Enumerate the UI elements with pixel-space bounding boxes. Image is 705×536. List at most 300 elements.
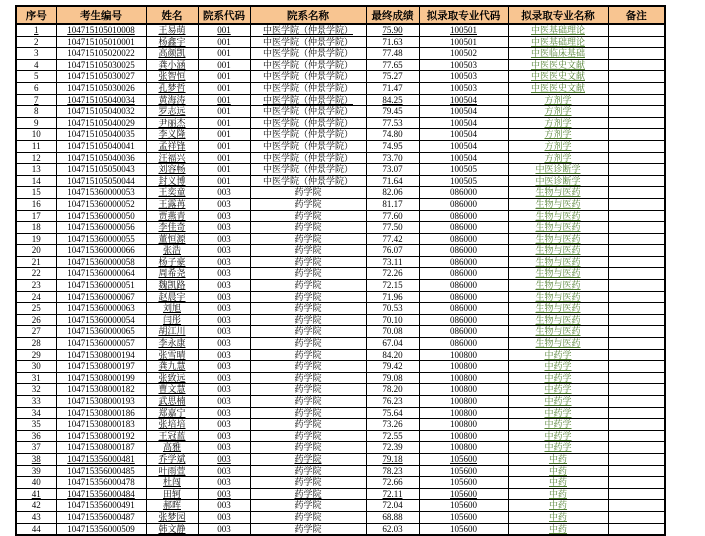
candidate-id-cell: 104715308000197 (56, 361, 146, 373)
name-cell: 杨鑫宇 (146, 36, 198, 48)
major-name-cell: 中医医史文献 (508, 71, 608, 83)
table-row (16, 117, 665, 129)
seq-cell: 37 (16, 442, 56, 454)
major-code-cell: 100505 (419, 175, 508, 187)
dept-name-cell: 中医学院（仲景学院） (250, 94, 366, 106)
final-score-cell: 72.26 (366, 268, 419, 280)
final-score-cell: 76.07 (366, 245, 419, 257)
header-dept-code: 院系代码 (198, 6, 250, 24)
name-cell: 魏凯路 (146, 280, 198, 292)
major-code-cell: 100503 (419, 59, 508, 71)
dept-code-cell: 003 (198, 245, 250, 257)
note-cell (608, 187, 665, 199)
dept-code-cell: 001 (198, 36, 250, 48)
candidate-id-cell: 104715308000193 (56, 396, 146, 408)
dept-code-cell: 003 (198, 280, 250, 292)
final-score-cell: 68.88 (366, 511, 419, 523)
major-code-cell: 100504 (419, 140, 508, 152)
seq-cell: 29 (16, 349, 56, 361)
table-row (16, 303, 665, 315)
header-major-name: 拟录取专业名称 (508, 6, 608, 24)
major-name-cell: 中药学 (508, 442, 608, 454)
final-score-cell: 77.53 (366, 117, 419, 129)
candidate-id-cell: 104715308000187 (56, 442, 146, 454)
note-cell (608, 280, 665, 292)
major-name-cell: 中药 (508, 511, 608, 523)
table-row (16, 442, 665, 454)
major-name-cell: 生物与医药 (508, 256, 608, 268)
dept-name-cell: 药学院 (250, 233, 366, 245)
note-cell (608, 442, 665, 454)
dept-name-cell: 药学院 (250, 396, 366, 408)
major-code-cell: 100800 (419, 407, 508, 419)
major-code-cell: 086000 (419, 280, 508, 292)
major-code-cell: 086000 (419, 198, 508, 210)
seq-cell: 2 (16, 36, 56, 48)
dept-name-cell: 药学院 (250, 500, 366, 512)
dept-code-cell: 001 (198, 152, 250, 164)
note-cell (608, 140, 665, 152)
final-score-cell: 79.08 (366, 372, 419, 384)
name-cell: 叶雨萱 (146, 465, 198, 477)
name-cell: 张培培 (146, 419, 198, 431)
name-cell: 张浩 (146, 245, 198, 257)
name-cell: 张致远 (146, 372, 198, 384)
name-cell: 张雪晴 (146, 349, 198, 361)
name-cell: 武思楠 (146, 396, 198, 408)
major-code-cell: 100800 (419, 372, 508, 384)
dept-code-cell: 003 (198, 396, 250, 408)
table-row (16, 396, 665, 408)
dept-name-cell: 药学院 (250, 477, 366, 489)
dept-name-cell: 中医学院（仲景学院） (250, 152, 366, 164)
name-cell: 龚九慧 (146, 361, 198, 373)
major-code-cell: 100504 (419, 106, 508, 118)
dept-code-cell: 003 (198, 338, 250, 350)
major-code-cell: 100505 (419, 164, 508, 176)
major-name-cell: 中医医史文献 (508, 82, 608, 94)
major-code-cell: 100800 (419, 361, 508, 373)
candidate-id-cell: 104715360000053 (56, 187, 146, 199)
dept-name-cell: 药学院 (250, 222, 366, 234)
note-cell (608, 94, 665, 106)
name-cell: 王奕童 (146, 187, 198, 199)
major-name-cell: 生物与医药 (508, 303, 608, 315)
note-cell (608, 36, 665, 48)
note-cell (608, 419, 665, 431)
major-code-cell: 086000 (419, 326, 508, 338)
dept-name-cell: 药学院 (250, 268, 366, 280)
major-name-cell: 生物与医药 (508, 338, 608, 350)
final-score-cell: 72.39 (366, 442, 419, 454)
candidate-id-cell: 104715356000487 (56, 511, 146, 523)
note-cell (608, 24, 665, 36)
final-score-cell: 75.27 (366, 71, 419, 83)
major-name-cell: 中药学 (508, 430, 608, 442)
table-row (16, 349, 665, 361)
dept-code-cell: 003 (198, 222, 250, 234)
note-cell (608, 338, 665, 350)
table-row (16, 245, 665, 257)
note-cell (608, 117, 665, 129)
major-name-cell: 中医基础理论 (508, 36, 608, 48)
note-cell (608, 488, 665, 500)
major-name-cell: 生物与医药 (508, 291, 608, 303)
final-score-cell: 70.10 (366, 314, 419, 326)
major-name-cell: 方剂学 (508, 117, 608, 129)
dept-name-cell: 中医学院（仲景学院） (250, 36, 366, 48)
seq-cell: 17 (16, 210, 56, 222)
table-header-row (16, 6, 665, 24)
seq-cell: 5 (16, 71, 56, 83)
candidate-id-cell: 104715360000057 (56, 338, 146, 350)
table-row (16, 280, 665, 292)
final-score-cell: 71.63 (366, 36, 419, 48)
dept-code-cell: 003 (198, 326, 250, 338)
dept-code-cell: 003 (198, 419, 250, 431)
dept-name-cell: 中医学院（仲景学院） (250, 48, 366, 60)
name-cell: 汪福兴 (146, 152, 198, 164)
dept-code-cell: 001 (198, 140, 250, 152)
dept-name-cell: 药学院 (250, 407, 366, 419)
major-code-cell: 086000 (419, 245, 508, 257)
name-cell: 封义博 (146, 175, 198, 187)
name-cell: 周希尧 (146, 268, 198, 280)
final-score-cell: 72.55 (366, 430, 419, 442)
candidate-id-cell: 104715105040034 (56, 94, 146, 106)
candidate-id-cell: 104715360000056 (56, 222, 146, 234)
candidate-id-cell: 104715308000192 (56, 430, 146, 442)
note-cell (608, 129, 665, 141)
seq-cell: 11 (16, 140, 56, 152)
name-cell: 王露苒 (146, 198, 198, 210)
note-cell (608, 175, 665, 187)
dept-name-cell: 中医学院（仲景学院） (250, 24, 366, 36)
admission-results-table (15, 5, 666, 536)
dept-code-cell: 003 (198, 303, 250, 315)
seq-cell: 15 (16, 187, 56, 199)
candidate-id-cell: 104715105040035 (56, 129, 146, 141)
seq-cell: 28 (16, 338, 56, 350)
candidate-id-cell: 104715308000186 (56, 407, 146, 419)
note-cell (608, 314, 665, 326)
dept-code-cell: 003 (198, 187, 250, 199)
final-score-cell: 77.60 (366, 210, 419, 222)
header-dept-name: 院系名称 (250, 6, 366, 24)
table-row (16, 82, 665, 94)
dept-name-cell: 药学院 (250, 198, 366, 210)
table-row (16, 430, 665, 442)
dept-code-cell: 003 (198, 430, 250, 442)
major-name-cell: 中医临床基础 (508, 48, 608, 60)
major-name-cell: 中医诊断学 (508, 164, 608, 176)
table-row (16, 129, 665, 141)
note-cell (608, 361, 665, 373)
final-score-cell: 75.64 (366, 407, 419, 419)
seq-cell: 6 (16, 82, 56, 94)
note-cell (608, 453, 665, 465)
final-score-cell: 73.26 (366, 419, 419, 431)
seq-cell: 27 (16, 326, 56, 338)
candidate-id-cell: 104715105030027 (56, 71, 146, 83)
dept-name-cell: 药学院 (250, 338, 366, 350)
candidate-id-cell: 104715360000067 (56, 291, 146, 303)
seq-cell: 40 (16, 477, 56, 489)
note-cell (608, 222, 665, 234)
major-name-cell: 中药学 (508, 419, 608, 431)
dept-code-cell: 001 (198, 48, 250, 60)
name-cell: 张梦园 (146, 511, 198, 523)
candidate-id-cell: 104715356000491 (56, 500, 146, 512)
dept-code-cell: 003 (198, 442, 250, 454)
final-score-cell: 71.96 (366, 291, 419, 303)
note-cell (608, 245, 665, 257)
table-row (16, 326, 665, 338)
table-row (16, 210, 665, 222)
dept-code-cell: 003 (198, 210, 250, 222)
final-score-cell: 73.07 (366, 164, 419, 176)
table-row (16, 511, 665, 523)
dept-name-cell: 药学院 (250, 511, 366, 523)
major-name-cell: 生物与医药 (508, 198, 608, 210)
dept-code-cell: 003 (198, 291, 250, 303)
seq-cell: 38 (16, 453, 56, 465)
name-cell: 郝晖 (146, 500, 198, 512)
final-score-cell: 72.15 (366, 280, 419, 292)
dept-code-cell: 003 (198, 233, 250, 245)
seq-cell: 14 (16, 175, 56, 187)
table-row (16, 372, 665, 384)
seq-cell: 43 (16, 511, 56, 523)
final-score-cell: 72.04 (366, 500, 419, 512)
name-cell: 郑嘉宁 (146, 407, 198, 419)
dept-name-cell: 中医学院（仲景学院） (250, 175, 366, 187)
candidate-id-cell: 104715308000183 (56, 419, 146, 431)
seq-cell: 21 (16, 256, 56, 268)
table-row (16, 314, 665, 326)
dept-code-cell: 001 (198, 82, 250, 94)
major-name-cell: 方剂学 (508, 106, 608, 118)
dept-name-cell: 药学院 (250, 453, 366, 465)
seq-cell: 12 (16, 152, 56, 164)
candidate-id-cell: 104715356000481 (56, 453, 146, 465)
major-code-cell: 105600 (419, 523, 508, 535)
name-cell: 王冠蓝 (146, 430, 198, 442)
major-name-cell: 生物与医药 (508, 187, 608, 199)
name-cell: 刘容畅 (146, 164, 198, 176)
major-code-cell: 100503 (419, 71, 508, 83)
name-cell: 田轲 (146, 488, 198, 500)
major-code-cell: 086000 (419, 291, 508, 303)
table-row (16, 24, 665, 36)
header-note: 备注 (608, 6, 665, 24)
name-cell: 刘旭 (146, 303, 198, 315)
major-name-cell: 生物与医药 (508, 314, 608, 326)
table-row (16, 465, 665, 477)
dept-code-cell: 003 (198, 511, 250, 523)
seq-cell: 41 (16, 488, 56, 500)
dept-name-cell: 药学院 (250, 280, 366, 292)
candidate-id-cell: 104715105050043 (56, 164, 146, 176)
header-candidate-id: 考生编号 (56, 6, 146, 24)
major-name-cell: 中药 (508, 465, 608, 477)
name-cell: 李佳奇 (146, 222, 198, 234)
note-cell (608, 384, 665, 396)
seq-cell: 3 (16, 48, 56, 60)
dept-code-cell: 001 (198, 164, 250, 176)
major-code-cell: 100800 (419, 396, 508, 408)
final-score-cell: 76.23 (366, 396, 419, 408)
note-cell (608, 233, 665, 245)
seq-cell: 9 (16, 117, 56, 129)
candidate-id-cell: 104715105040029 (56, 117, 146, 129)
name-cell: 张智恒 (146, 71, 198, 83)
major-code-cell: 086000 (419, 210, 508, 222)
seq-cell: 23 (16, 280, 56, 292)
final-score-cell: 74.80 (366, 129, 419, 141)
table-row (16, 71, 665, 83)
seq-cell: 34 (16, 407, 56, 419)
major-name-cell: 中医诊断学 (508, 175, 608, 187)
dept-code-cell: 003 (198, 349, 250, 361)
major-name-cell: 生物与医药 (508, 280, 608, 292)
name-cell: 尹丽杰 (146, 117, 198, 129)
results-table-body (16, 24, 665, 535)
major-name-cell: 生物与医药 (508, 210, 608, 222)
dept-name-cell: 药学院 (250, 442, 366, 454)
major-name-cell: 中药 (508, 488, 608, 500)
candidate-id-cell: 104715105050044 (56, 175, 146, 187)
major-name-cell: 方剂学 (508, 140, 608, 152)
dept-name-cell: 药学院 (250, 314, 366, 326)
seq-cell: 16 (16, 198, 56, 210)
dept-name-cell: 中医学院（仲景学院） (250, 117, 366, 129)
final-score-cell: 72.11 (366, 488, 419, 500)
note-cell (608, 372, 665, 384)
name-cell: 韩文静 (146, 523, 198, 535)
major-code-cell: 086000 (419, 256, 508, 268)
candidate-id-cell: 104715360000054 (56, 314, 146, 326)
seq-cell: 19 (16, 233, 56, 245)
table-row (16, 94, 665, 106)
note-cell (608, 465, 665, 477)
dept-code-cell: 003 (198, 314, 250, 326)
seq-cell: 7 (16, 94, 56, 106)
table-row (16, 338, 665, 350)
major-code-cell: 100503 (419, 82, 508, 94)
seq-cell: 18 (16, 222, 56, 234)
major-code-cell: 100800 (419, 442, 508, 454)
name-cell: 杜闯 (146, 477, 198, 489)
dept-name-cell: 药学院 (250, 291, 366, 303)
dept-name-cell: 药学院 (250, 384, 366, 396)
dept-name-cell: 药学院 (250, 419, 366, 431)
major-code-cell: 100504 (419, 129, 508, 141)
final-score-cell: 74.95 (366, 140, 419, 152)
note-cell (608, 396, 665, 408)
final-score-cell: 79.42 (366, 361, 419, 373)
major-name-cell: 中药学 (508, 372, 608, 384)
major-name-cell: 中药 (508, 523, 608, 535)
note-cell (608, 430, 665, 442)
major-code-cell: 100501 (419, 24, 508, 36)
dept-code-cell: 003 (198, 384, 250, 396)
major-code-cell: 086000 (419, 303, 508, 315)
dept-code-cell: 003 (198, 465, 250, 477)
seq-cell: 33 (16, 396, 56, 408)
dept-name-cell: 药学院 (250, 245, 366, 257)
candidate-id-cell: 104715360000055 (56, 233, 146, 245)
table-row (16, 106, 665, 118)
note-cell (608, 210, 665, 222)
major-name-cell: 生物与医药 (508, 268, 608, 280)
note-cell (608, 198, 665, 210)
note-cell (608, 71, 665, 83)
table-row (16, 175, 665, 187)
major-code-cell: 100800 (419, 349, 508, 361)
note-cell (608, 291, 665, 303)
dept-name-cell: 中医学院（仲景学院） (250, 140, 366, 152)
candidate-id-cell: 104715356000484 (56, 488, 146, 500)
dept-name-cell: 药学院 (250, 187, 366, 199)
final-score-cell: 70.08 (366, 326, 419, 338)
name-cell: 孔梦哲 (146, 82, 198, 94)
dept-name-cell: 药学院 (250, 523, 366, 535)
header-name: 姓名 (146, 6, 198, 24)
dept-name-cell: 药学院 (250, 349, 366, 361)
table-row (16, 488, 665, 500)
table-row (16, 384, 665, 396)
dept-name-cell: 药学院 (250, 256, 366, 268)
candidate-id-cell: 104715360000050 (56, 210, 146, 222)
candidate-id-cell: 104715105030026 (56, 82, 146, 94)
seq-cell: 13 (16, 164, 56, 176)
candidate-id-cell: 104715105020022 (56, 48, 146, 60)
candidate-id-cell: 104715105010001 (56, 36, 146, 48)
candidate-id-cell: 104715360000058 (56, 256, 146, 268)
dept-name-cell: 药学院 (250, 361, 366, 373)
major-name-cell: 中药学 (508, 384, 608, 396)
note-cell (608, 106, 665, 118)
final-score-cell: 77.65 (366, 59, 419, 71)
table-row (16, 187, 665, 199)
major-name-cell: 中药 (508, 453, 608, 465)
candidate-id-cell: 104715360000064 (56, 268, 146, 280)
dept-name-cell: 中医学院（仲景学院） (250, 59, 366, 71)
dept-name-cell: 中医学院（仲景学院） (250, 106, 366, 118)
candidate-id-cell: 104715360000065 (56, 326, 146, 338)
dept-code-cell: 003 (198, 256, 250, 268)
dept-code-cell: 003 (198, 488, 250, 500)
note-cell (608, 511, 665, 523)
final-score-cell: 75.90 (366, 24, 419, 36)
name-cell: 杨子豪 (146, 256, 198, 268)
seq-cell: 10 (16, 129, 56, 141)
final-score-cell: 77.42 (366, 233, 419, 245)
note-cell (608, 303, 665, 315)
note-cell (608, 59, 665, 71)
major-name-cell: 方剂学 (508, 129, 608, 141)
header-final-score: 最终成绩 (366, 6, 419, 24)
table-row (16, 222, 665, 234)
dept-code-cell: 001 (198, 71, 250, 83)
major-name-cell: 中医基础理论 (508, 24, 608, 36)
seq-cell: 42 (16, 500, 56, 512)
table-row (16, 407, 665, 419)
candidate-id-cell: 104715105040032 (56, 106, 146, 118)
final-score-cell: 84.20 (366, 349, 419, 361)
major-code-cell: 100504 (419, 117, 508, 129)
